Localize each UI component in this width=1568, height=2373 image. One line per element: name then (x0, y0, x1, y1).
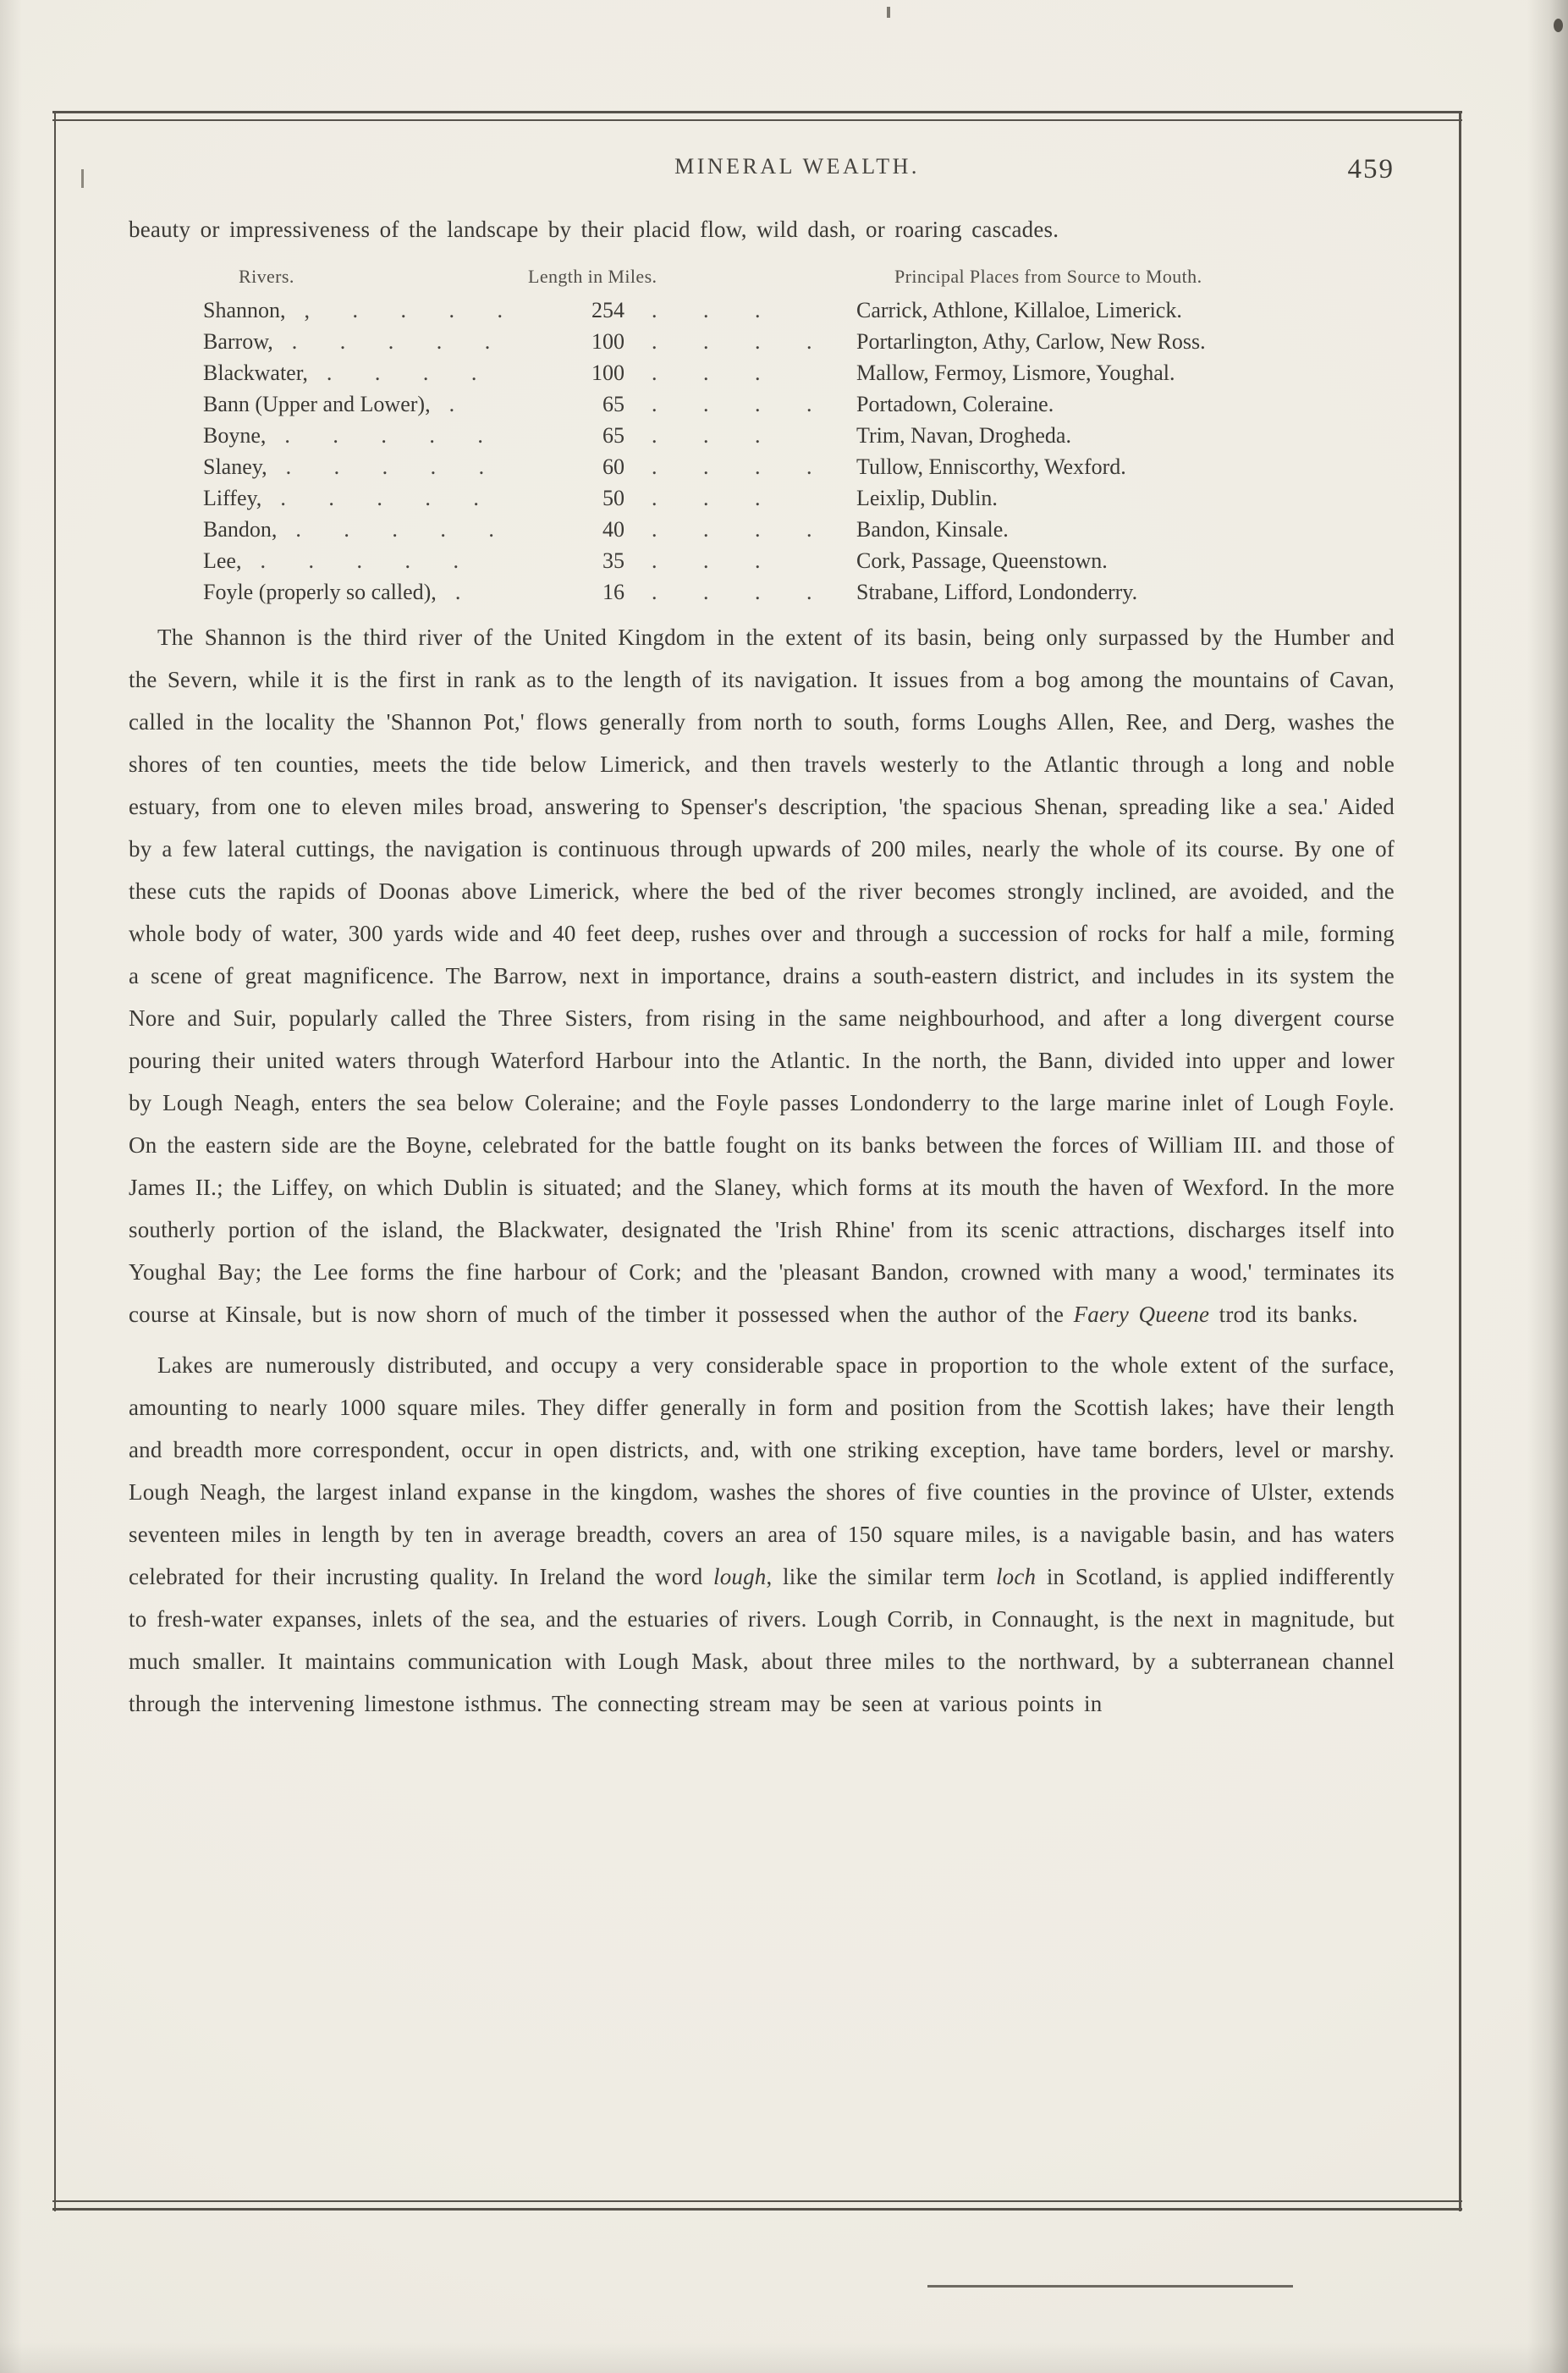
frame-rule-right (1459, 111, 1461, 2211)
leader-dots: . . . . (652, 580, 813, 604)
river-name-cell (203, 326, 569, 357)
frame-rule-bottom-outer (52, 2208, 1462, 2211)
river-length: 254 (591, 298, 624, 322)
leader-dots: . . . . . (295, 517, 495, 542)
italic-run-faery-queene: Faery Queene (1073, 1302, 1210, 1327)
river-name: Barrow, (203, 329, 273, 354)
river-name-cell (203, 357, 569, 388)
river-places: Strabane, Lifford, Londonderry. (856, 580, 1138, 604)
leader-dots: . . . (652, 548, 762, 573)
river-places: Portarlington, Athy, Carlow, New Ross. (856, 329, 1206, 354)
leader-dots: . (448, 392, 456, 416)
leader-dots: , . . . . (304, 298, 503, 322)
river-length: 60 (602, 454, 624, 479)
river-places: Tullow, Enniscorthy, Wexford. (856, 454, 1126, 479)
river-length: 35 (602, 548, 624, 573)
paragraph-shannon (129, 616, 1395, 1335)
leader-dots: . . . . . (285, 454, 486, 479)
page-header (129, 154, 1395, 190)
river-name: Foyle (properly so called), (203, 580, 437, 604)
river-row-blackwater (203, 357, 1395, 388)
column-header-rivers: Rivers. (239, 266, 294, 287)
river-places: Bandon, Kinsale. (856, 517, 1009, 542)
leader-dots: . . . . (652, 329, 813, 354)
text-run: , like the similar term (766, 1564, 996, 1589)
river-row-bandon (203, 514, 1395, 545)
river-name-cell (203, 482, 569, 514)
river-length: 50 (602, 486, 624, 510)
leader-dots: . . . . . (291, 329, 492, 354)
scan-artifact (1554, 19, 1563, 32)
river-length: 100 (591, 329, 624, 354)
scan-artifact (81, 169, 84, 188)
leader-dots: . . . . . (280, 486, 480, 510)
italic-run-loch: loch (995, 1564, 1037, 1589)
italic-run-lough: lough (713, 1564, 767, 1589)
leader-dots: . . . (652, 361, 762, 385)
leader-dots: . . . (652, 423, 762, 448)
leader-dots: . . . . . (284, 423, 484, 448)
leader-dots: . . . . (652, 392, 813, 416)
running-title: MINERAL WEALTH. (674, 154, 920, 179)
river-name: Bandon, (203, 517, 278, 542)
leader-dots: . . . . (326, 361, 478, 385)
river-row-foyle (203, 576, 1395, 608)
river-name: Bann (Upper and Lower), (203, 392, 431, 416)
river-places: Cork, Passage, Queenstown. (856, 548, 1108, 573)
text-run: The Shannon is the third river of the United Kingdom in the extent of its basin, being only surpassed by the Humber and the Severn, while it is the first in rank as to the length of its navigation. It issues from a bog among the mountains of Cavan, called in the locality the 'Shannon Pot,' flows generally from north to south, forms Loughs Allen, Ree, and Derg, washes the shores of ten counties, meets the tide below Limerick, and then travels westerly to the Atlantic through a long and noble estuary, from one to eleven miles broad, answering to Spenser's description, 'the spacious Shenan, spreading like a sea.' Aided by a few lateral cuttings, the navigation is continuous through upwards of 200 miles, nearly the whole of its course. By one of these cuts the rapids of Doonas above Limerick, where the bed of the river becomes strongly inclined, are avoided, and the whole body of water, 300 yards wide and 40 feet deep, rushes over and through a succession of rocks for half a mile, forming a scene of great magnificence. The Barrow, next in importance, drains a south-eastern district, and includes in its system the Nore and Suir, popularly called the Three Sisters, from rising in the same neighbourhood, and after a long divergent course pouring their united waters through Waterford Harbour into the Atlantic. In the north, the Bann, divided into upper and lower by Lough Neagh, enters the sea below Coleraine; and the Foyle passes Londonderry to the large marine inlet of Lough Foyle. On the eastern side are the Boyne, celebrated for the battle fought on its banks between the forces of William III. and those of James II.; the Liffey, on which Dublin is situated; and the Slaney, which forms at its mouth the haven of Wexford. In the more southerly portion of the island, the Blackwater, designated the 'Irish Rhine' from its scenic attractions, discharges itself into Youghal Bay; the Lee forms the fine harbour of Cork; and the 'pleasant Bandon, crowned with many a wood,' terminates its course at Kinsale, but is now shorn of much of the timber it possessed when the author of the (129, 625, 1395, 1327)
river-length: 65 (602, 392, 624, 416)
river-places: Leixlip, Dublin. (856, 486, 998, 510)
frame-rule-bottom-inner (52, 2200, 1462, 2202)
river-name-cell (203, 295, 569, 326)
leader-dots: . . . . (652, 454, 813, 479)
river-row-boyne (203, 420, 1395, 451)
river-name: Shannon, (203, 298, 286, 322)
river-places: Carrick, Athlone, Killaloe, Limerick. (856, 298, 1182, 322)
river-row-slaney (203, 451, 1395, 482)
river-places: Mallow, Fermoy, Lismore, Youghal. (856, 361, 1175, 385)
rivers-table-header (129, 261, 1395, 295)
river-places: Trim, Navan, Drogheda. (856, 423, 1071, 448)
leader-dots: . . . . (652, 517, 813, 542)
page-edge-shading-left (0, 0, 22, 2373)
river-name: Slaney, (203, 454, 267, 479)
text-run: trod its banks. (1209, 1302, 1358, 1327)
river-length: 65 (602, 423, 624, 448)
page-content (129, 0, 1395, 1725)
leader-dots: . . . (652, 298, 762, 322)
leader-dots: . . . (652, 486, 762, 510)
river-row-lee (203, 545, 1395, 576)
river-row-liffey (203, 482, 1395, 514)
page-edge-shading-right (1527, 0, 1568, 2373)
river-name-cell (203, 388, 569, 420)
leader-dots: . . . . . (260, 548, 459, 573)
leader-dots: . (454, 580, 462, 604)
river-name: Liffey, (203, 486, 262, 510)
footer-scan-mark (927, 2285, 1293, 2288)
rivers-table (129, 261, 1395, 608)
river-row-shannon (203, 295, 1395, 326)
river-name-cell (203, 420, 569, 451)
text-run: Lakes are numerously distributed, and occupy a very considerable space in proportion to the whole extent of the surface, amounting to nearly 1000 square miles. They differ generally in form and position from the Scottish lakes; have their length and breadth more correspondent, occur in open districts, and, with one striking exception, have tame borders, level or marshy. Lough Neagh, the largest inland expanse in the kingdom, washes the shores of five counties in the province of Ulster, extends seventeen miles in length by ten in average breadth, covers an area of 150 square miles, is a navigable basin, and has waters celebrated for their incrusting quality. In Ireland the word (129, 1352, 1395, 1589)
river-length: 100 (591, 361, 624, 385)
river-length: 40 (602, 517, 624, 542)
page-edge-shading-bottom (0, 2343, 1568, 2373)
river-name: Blackwater, (203, 361, 308, 385)
paragraph-intro: beauty or impressiveness of the landscape by their placid flow, wild dash, or roaring cascades. (129, 217, 1059, 242)
column-header-length-in-miles: Length in Miles. (528, 266, 657, 287)
river-places: Portadown, Coleraine. (856, 392, 1054, 416)
river-name-cell (203, 514, 569, 545)
river-length: 16 (602, 580, 624, 604)
river-name-cell (203, 451, 569, 482)
river-name-cell (203, 545, 569, 576)
river-row-bann (203, 388, 1395, 420)
paragraph-lakes (129, 1344, 1395, 1725)
column-header-principal-places: Principal Places from Source to Mouth. (894, 266, 1202, 287)
page-number: 459 (1347, 154, 1395, 184)
river-name: Lee, (203, 548, 242, 573)
river-name: Boyne, (203, 423, 267, 448)
frame-rule-left (54, 111, 56, 2211)
text-run: in Scotland, is applied indifferently to fresh-water expanses, inlets of the sea, and the estuaries of rivers. Lough Corrib, in Connaught, is the next in magnitude, but much smaller. It maintains communication with Lough Mask, about three miles to the northward, by a subterranean channel through the intervening limestone isthmus. The connecting stream may be seen at various points in (129, 1564, 1395, 1716)
river-row-barrow (203, 326, 1395, 357)
river-name-cell (203, 576, 569, 608)
